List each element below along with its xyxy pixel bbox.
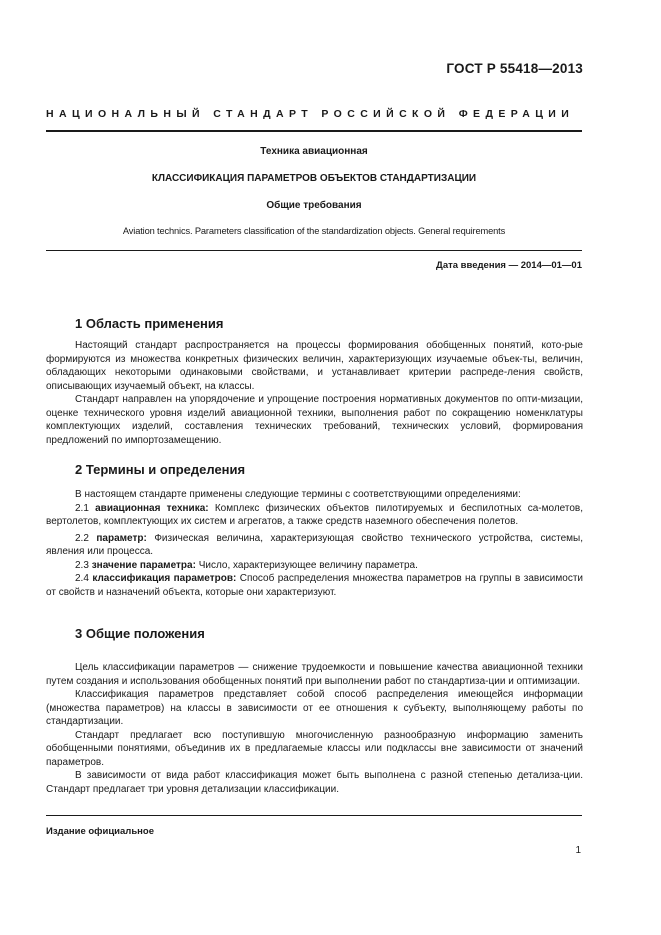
- term-definition: [46, 559, 583, 573]
- section3-paragraph: В зависимости от вида работ классификация может быть выполнена с разной степенью детализа-ции. Стандарт предлагает три уровня детализации классификации.: [46, 770, 583, 795]
- title-rule: [46, 250, 582, 251]
- section2-intro: В настоящем стандарте применены следующие термины с соответствующими определениями:: [75, 489, 521, 500]
- term-number: 2.3: [75, 559, 89, 571]
- term-name: классификация параметров:: [92, 573, 237, 584]
- term-text: Число, характеризующее величину параметра.: [198, 559, 418, 571]
- section3-paragraph: Классификация параметров представляет собой способ распределения имеющейся информации (множества параметров) на классы в зависимости от ее отношения к субъекту, выполняющему работы по стандартизации.: [46, 689, 583, 727]
- term-text: Способ распределения множества параметров на группы в зависимости от свойств и назначений объекта, которые они характеризуют.: [46, 573, 583, 598]
- term-name: параметр:: [96, 532, 147, 544]
- title-english: Aviation technics. Parameters classification of the standardization objects. General requirements: [122, 226, 506, 236]
- section1-paragraph: Настоящий стандарт распространяется на процессы формирования обобщенных понятий, кото-рые формируются из множества конкретных физических величин, характеризующих изучаемые объек-ты, величин, обладающих некоторыми одинаковыми свойствами, и устанавливает критерии распреде-ления свойств, описывающих изучаемый объект, на классы.: [46, 340, 583, 392]
- section3-paragraph: Цель классификации параметров — снижение трудоемкости и повышение качества авиационной техники путем создания и использования обобщенных понятий при выполнении работ по стандартиза-ции и оптимизации.: [46, 662, 583, 687]
- section3-paragraph: Стандарт предлагает всю поступившую многочисленную разнообразную информацию заменить обобщенными понятиями, объединив их в предлагаемые классы или подклассы вне зависимости от значений параметров.: [46, 729, 583, 768]
- section1-body: [46, 339, 583, 447]
- term-text: Физическая величина, характеризующая свойство технического устройства, системы, явления или процесса.: [46, 532, 583, 557]
- date-introduced: Дата введения — 2014—01—01: [436, 260, 582, 271]
- term-definition: [46, 502, 583, 529]
- section1-paragraph: Стандарт направлен на упорядочение и упрощение построения нормативных документов по опти-мизации, оценке технического уровня изделий авиационной техники, выполнения работ по сокращению номенклатуры комплектующих изделий, составления технических требований, технических условий, формирования предложений по импортозамещению.: [46, 394, 583, 446]
- page-number: 1: [575, 845, 581, 856]
- section3-heading: 3 Общие положения: [75, 626, 205, 641]
- term-text: Комплекс физических объектов пилотируемых и беспилотных са-молетов, вертолетов, комплектующих их систем и агрегатов, а также средств наземного обеспечения полетов.: [46, 502, 583, 527]
- section2-body: [46, 488, 583, 599]
- term-definition: [46, 572, 583, 599]
- footer-rule: [46, 815, 582, 816]
- term-name: авиационная техника:: [95, 502, 209, 514]
- gost-code: ГОСТ Р 55418—2013: [446, 61, 583, 76]
- national-standard-banner: НАЦИОНАЛЬНЫЙ СТАНДАРТ РОССИЙСКОЙ ФЕДЕРАЦИИ: [46, 108, 575, 120]
- term-definition: [46, 532, 583, 559]
- header-rule: [46, 130, 582, 132]
- title-subject: Техника авиационная: [260, 146, 368, 157]
- term-number: 2.4: [75, 573, 89, 584]
- term-name: значение параметра:: [91, 559, 196, 571]
- title-general: Общие требования: [266, 200, 362, 211]
- term-number: 2.2: [75, 532, 89, 544]
- title-main: КЛАССИФИКАЦИЯ ПАРАМЕТРОВ ОБЪЕКТОВ СТАНДАРТИЗАЦИИ: [151, 173, 477, 184]
- term-number: 2.1: [75, 502, 89, 514]
- section2-heading: 2 Термины и определения: [75, 462, 246, 477]
- official-edition-label: Издание официальное: [46, 826, 154, 837]
- section3-body: [46, 661, 583, 796]
- section1-heading: 1 Область применения: [75, 316, 224, 331]
